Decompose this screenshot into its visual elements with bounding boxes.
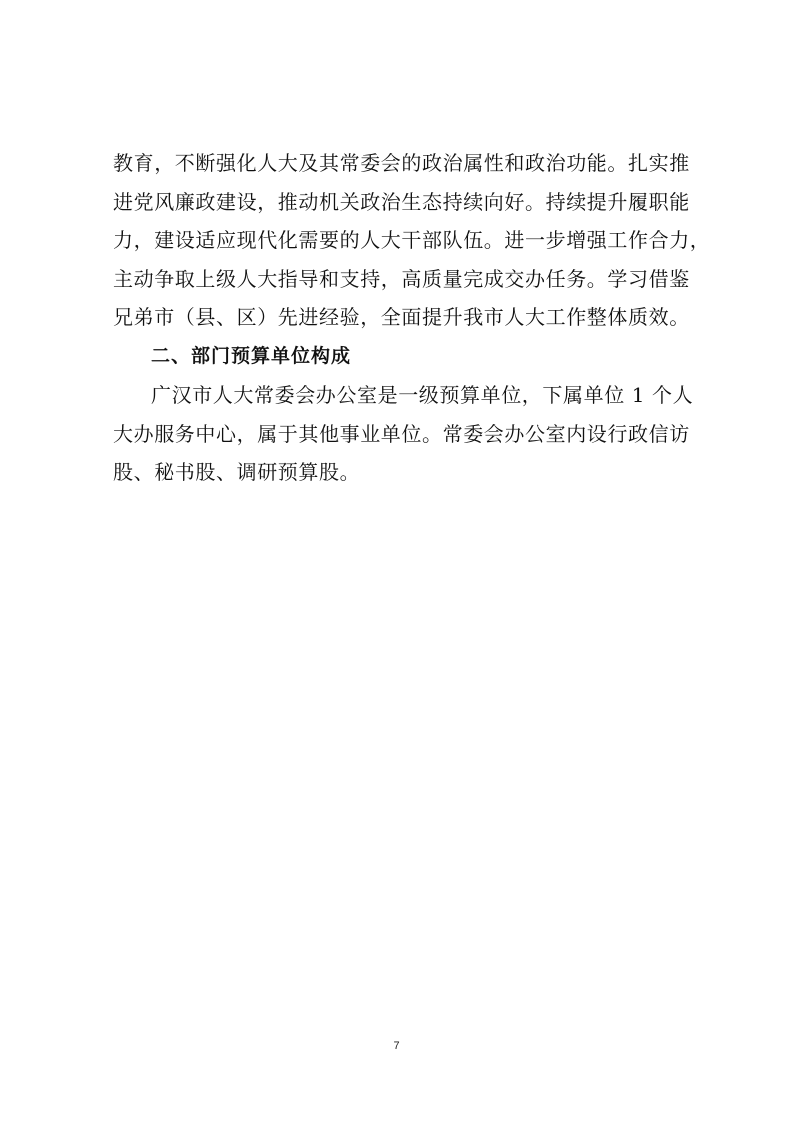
text-line: 大办服务中心，属于其他事业单位。常委会办公室内设行政信访	[113, 421, 690, 446]
text-line: 力，建设适应现代化需要的人大干部队伍。进一步增强工作合力，	[113, 228, 711, 253]
text-line: 主动争取上级人大指导和支持，高质量完成交办任务。学习借鉴	[113, 266, 690, 291]
text-line: 兄弟市（县、区）先进经验，全面提升我市人大工作整体质效。	[113, 305, 690, 330]
text-line: 广汉市人大常委会办公室是一级预算单位，下属单位 1 个人	[151, 383, 694, 407]
section-heading-block	[113, 337, 688, 376]
text-line: 股、秘书股、调研预算股。	[113, 460, 361, 485]
page-number: 7	[393, 1040, 400, 1052]
section-paragraph	[113, 376, 694, 492]
text-line: 进党风廉政建设，推动机关政治生态持续向好。持续提升履职能	[113, 189, 690, 214]
section-heading: 二、部门预算单位构成	[151, 345, 352, 367]
text-line: 教育，不断强化人大及其常委会的政治属性和政治功能。扎实推	[113, 151, 690, 175]
body-paragraph-continued	[113, 144, 711, 337]
